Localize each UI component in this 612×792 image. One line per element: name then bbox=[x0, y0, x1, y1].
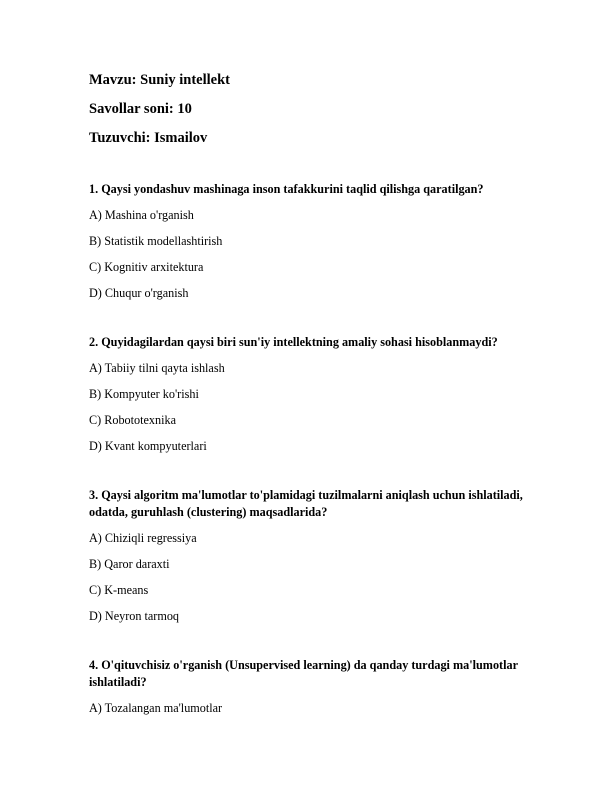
author-line: Tuzuvchi: Ismailov bbox=[89, 130, 208, 146]
question-4 bbox=[89, 657, 549, 717]
option-b: B) Qaror daraxti bbox=[89, 557, 170, 571]
option-d: D) Neyron tarmoq bbox=[89, 609, 180, 623]
question-text: 1. Qaysi yondashuv mashinaga inson tafakkurini taqlid qilishga qaratilgan? bbox=[89, 182, 484, 196]
question-3 bbox=[89, 487, 549, 625]
option-a: A) Tabiiy tilni qayta ishlash bbox=[89, 361, 225, 375]
question-count-line: Savollar soni: 10 bbox=[89, 101, 192, 117]
option-d: D) Kvant kompyuterlari bbox=[89, 439, 207, 453]
question-1 bbox=[89, 181, 549, 302]
option-c: C) Kognitiv arxitektura bbox=[89, 260, 204, 274]
option-d: D) Chuqur o'rganish bbox=[89, 286, 189, 300]
question-spacer bbox=[89, 464, 549, 487]
option-c: C) Robototexnika bbox=[89, 413, 176, 427]
option-b: B) Statistik modellashtirish bbox=[89, 234, 223, 248]
option-c: C) K-means bbox=[89, 583, 149, 597]
question-spacer bbox=[89, 311, 549, 334]
option-b: B) Kompyuter ko'rishi bbox=[89, 387, 199, 401]
option-a: A) Mashina o'rganish bbox=[89, 208, 194, 222]
option-a: A) Chiziqli regressiya bbox=[89, 531, 197, 545]
question-text: 3. Qaysi algoritm ma'lumotlar to'plamidagi tuzilmalarni aniqlash uchun ishlatiladi, odatda, guruhlash (clustering) maqsadlarida? bbox=[89, 488, 523, 519]
topic-line: Mavzu: Suniy intellekt bbox=[89, 72, 230, 88]
question-list bbox=[89, 181, 549, 726]
option-a: A) Tozalangan ma'lumotlar bbox=[89, 701, 223, 715]
question-text: 4. O'qituvchisiz o'rganish (Unsupervised learning) da qanday turdagi ma'lumotlar ishlatiladi? bbox=[89, 658, 518, 689]
document-header bbox=[89, 71, 549, 158]
question-spacer bbox=[89, 634, 549, 657]
question-text: 2. Quyidagilardan qaysi biri sun'iy intellektning amaliy sohasi hisoblanmaydi? bbox=[89, 335, 498, 349]
question-2 bbox=[89, 334, 549, 455]
